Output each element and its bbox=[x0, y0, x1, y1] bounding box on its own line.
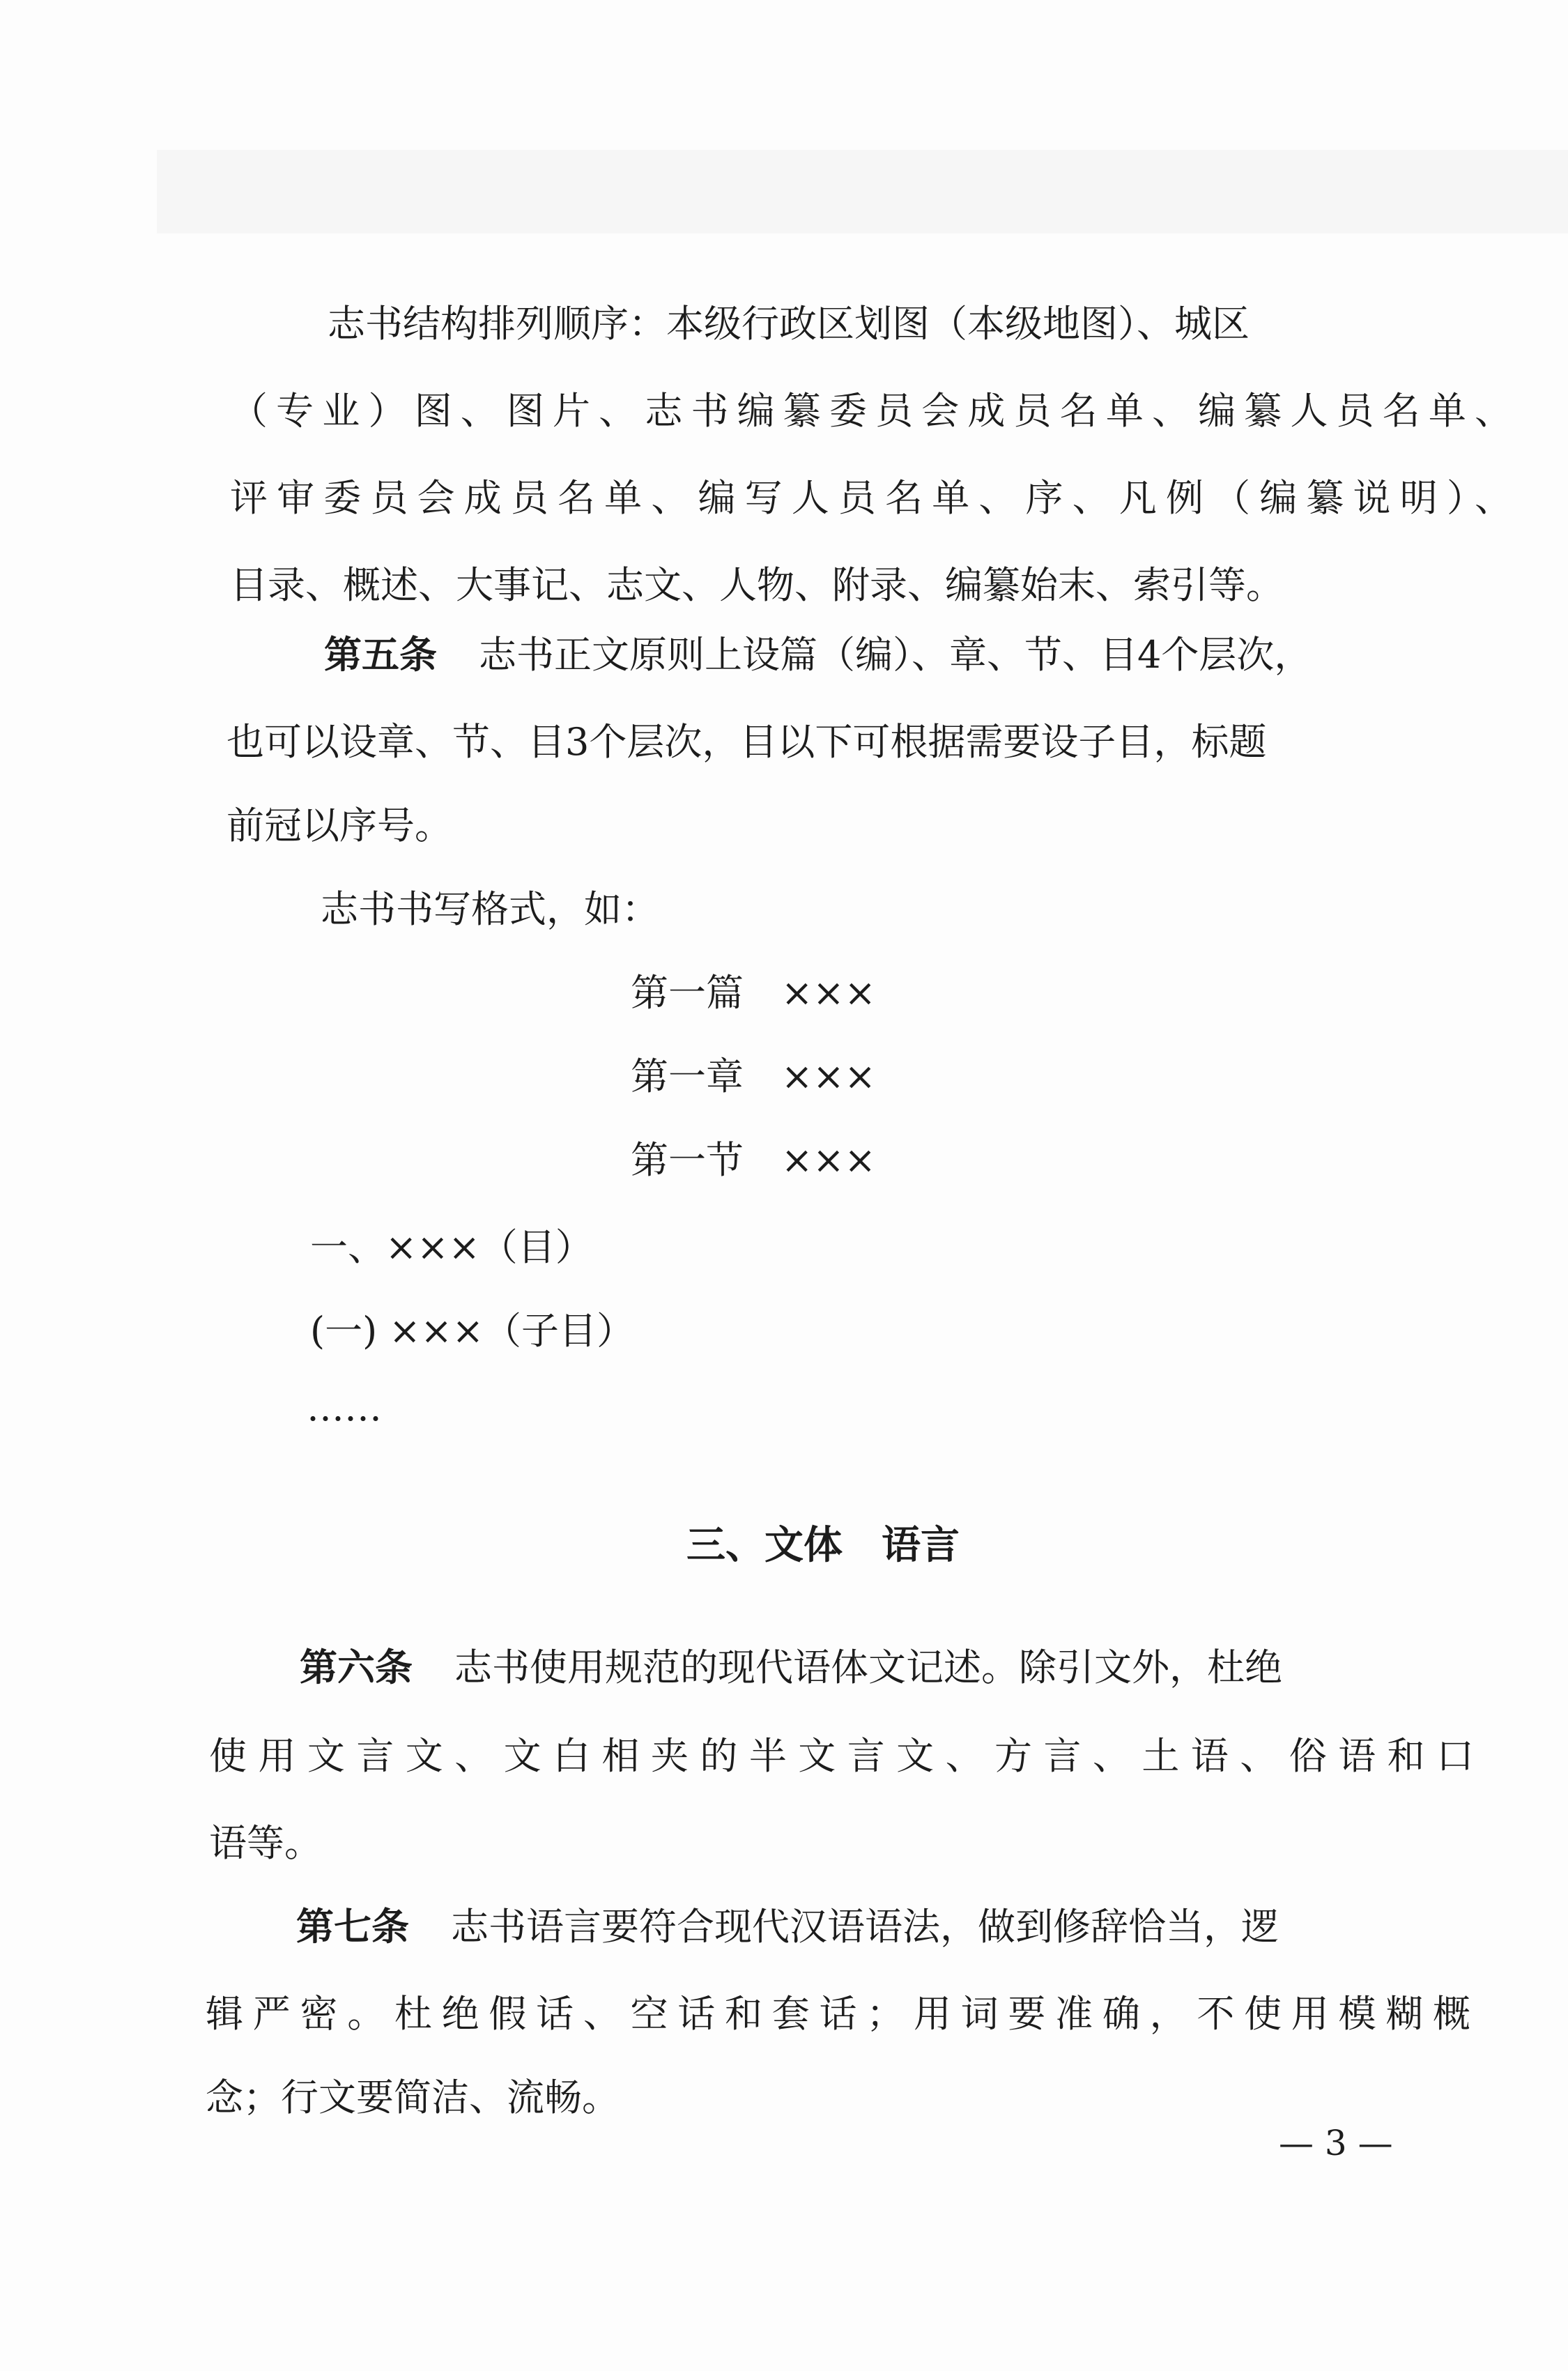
article-5-text-1: 志书正文原则上设篇（编）、章、节、目4个层次， bbox=[479, 633, 1312, 677]
format-item: 一、×××（目） bbox=[310, 1225, 593, 1269]
article-7-line-2: 辑严密。杜绝假话、空话和套话；用词要准确，不使用模糊概 bbox=[206, 1992, 1470, 2036]
structure-line-2: （专业）图、图片、志书编纂委员会成员名单、编纂人员名单、 bbox=[230, 389, 1512, 433]
article-6-text-1: 志书使用规范的现代语体文记述。除引文外，杜绝 bbox=[454, 1645, 1282, 1689]
article-6-label: 第六条 bbox=[300, 1645, 413, 1689]
article-5-line-3: 前冠以序号。 bbox=[226, 804, 452, 847]
format-example-chapter: 第一章 ××× bbox=[631, 1054, 876, 1098]
section-heading bbox=[686, 1521, 960, 1570]
structure-line-1: 志书结构排列顺序：本级行政区划图（本级地图）、城区 bbox=[328, 302, 1250, 346]
article-7-label: 第七条 bbox=[296, 1905, 409, 1949]
article-5-label: 第五条 bbox=[324, 633, 437, 677]
format-intro: 志书书写格式，如： bbox=[321, 887, 659, 931]
structure-line-4: 目录、概述、大事记、志文、人物、附录、编纂始末、索引等。 bbox=[230, 563, 1284, 607]
article-5-line-2: 也可以设章、节、目3个层次，目以下可根据需要设子目，标题 bbox=[226, 720, 1267, 764]
format-example-part: 第一篇 ××× bbox=[631, 971, 876, 1015]
article-7-line-1 bbox=[296, 1903, 1279, 1951]
format-example-section: 第一节 ××× bbox=[631, 1138, 876, 1182]
format-ellipsis: …… bbox=[307, 1386, 382, 1429]
page-number: — 3 — bbox=[1279, 2123, 1393, 2163]
article-7-text-1: 志书语言要符合现代汉语语法，做到修辞恰当，逻 bbox=[451, 1905, 1279, 1949]
article-6-line-3: 语等。 bbox=[209, 1821, 322, 1865]
format-subitem: (一) ×××（子目） bbox=[310, 1309, 635, 1353]
structure-line-3: 评审委员会成员名单、编写人员名单、序、凡例（编纂说明）、 bbox=[230, 476, 1512, 520]
article-6-line-1 bbox=[300, 1643, 1282, 1692]
article-7-line-3: 念；行文要简洁、流畅。 bbox=[206, 2075, 620, 2119]
article-6-line-2: 使用文言文、文白相夹的半文言文、方言、土语、俗语和口 bbox=[209, 1734, 1474, 1778]
section-heading-part-1: 三、文体 bbox=[686, 1523, 843, 1568]
article-5-line-1 bbox=[324, 631, 1312, 680]
scan-shadow bbox=[157, 150, 1568, 233]
section-heading-part-2: 语言 bbox=[882, 1523, 960, 1568]
